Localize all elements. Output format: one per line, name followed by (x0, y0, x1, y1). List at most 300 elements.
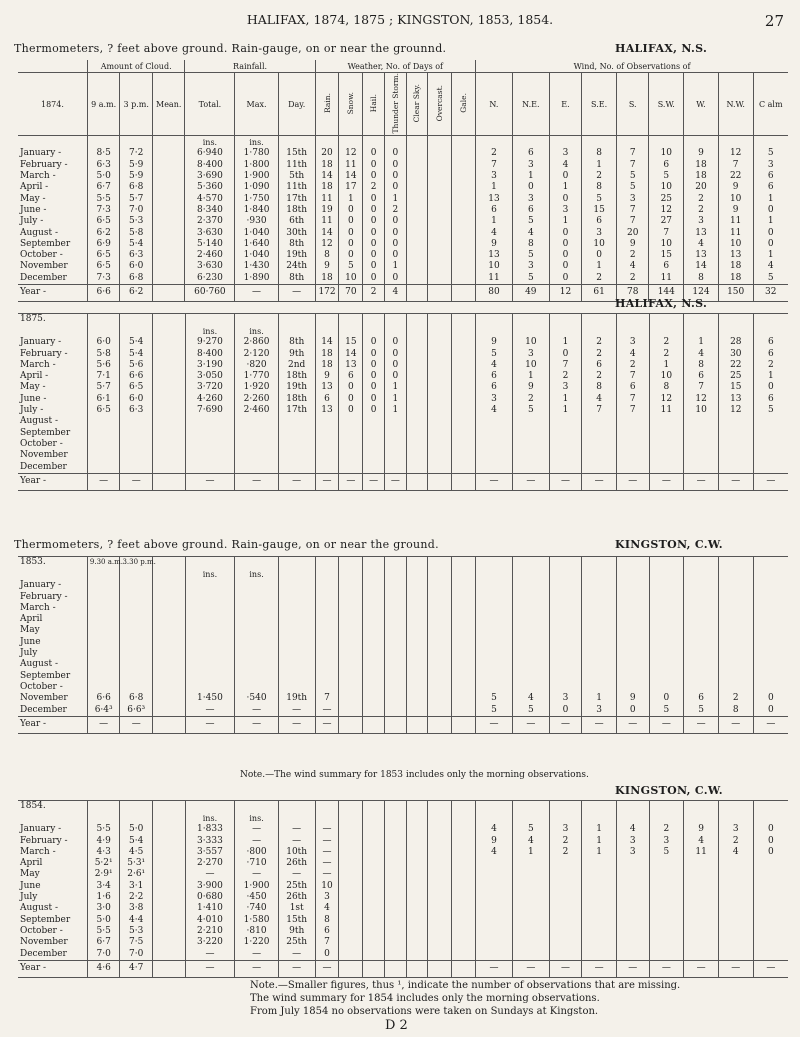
data-cell: 1·640 (235, 239, 278, 250)
data-cell (549, 858, 582, 869)
year-cell (428, 960, 452, 977)
data-cell (428, 450, 452, 461)
year-cell: — (315, 716, 339, 733)
data-cell: 4 (512, 228, 549, 239)
data-cell: 8 (315, 250, 339, 261)
data-cell: 12 (315, 239, 339, 250)
data-cell: 6 (582, 360, 617, 371)
unit-cell (617, 568, 650, 580)
month-label: October - (20, 250, 63, 261)
data-cell (582, 926, 617, 937)
data-cell: 1 (582, 261, 617, 272)
data-cell (235, 592, 278, 603)
data-cell: 4 (684, 836, 719, 847)
data-cell: 3·630 (185, 228, 235, 239)
data-cell: 6·940 (185, 148, 235, 159)
data-cell: 5·4 (120, 836, 153, 847)
year-cell: 172 (315, 285, 339, 302)
data-cell (617, 892, 650, 903)
data-cell: 14 (315, 171, 339, 182)
year-cell: 32 (753, 285, 788, 302)
table-row (18, 182, 788, 193)
data-cell: 0 (363, 160, 385, 171)
data-cell (152, 824, 185, 835)
data-cell: 15th (278, 915, 315, 926)
data-cell: 25 (718, 371, 753, 382)
data-cell: 6 (339, 371, 363, 382)
month-label: July - (20, 216, 44, 227)
data-cell: 1 (549, 337, 582, 348)
data-cell (406, 360, 428, 371)
data-cell: 0 (363, 371, 385, 382)
data-cell: 0 (753, 705, 788, 717)
data-cell (617, 614, 650, 625)
data-cell (384, 671, 406, 682)
year-cell (428, 473, 452, 490)
data-cell (476, 450, 513, 461)
unit-cell (753, 136, 788, 149)
month-label: March - (20, 171, 56, 182)
data-cell (684, 926, 719, 937)
data-cell (120, 450, 153, 461)
data-cell (512, 648, 549, 659)
data-cell (406, 428, 428, 439)
data-cell (152, 659, 185, 670)
table-row (18, 273, 788, 285)
data-cell (684, 580, 719, 591)
data-cell: 5 (512, 705, 549, 717)
data-cell (753, 659, 788, 670)
year-cell: 12 (549, 285, 582, 302)
month-label: November (20, 693, 68, 704)
data-cell: 0 (753, 239, 788, 250)
data-cell: 1·430 (235, 261, 278, 272)
data-cell: 2 (616, 273, 649, 285)
year-cell: — (512, 960, 549, 977)
data-cell: 6·2 (87, 228, 120, 239)
data-cell (339, 881, 363, 892)
data-cell (684, 682, 719, 693)
data-cell: 13 (718, 394, 753, 405)
data-cell: 2·9¹ (87, 869, 120, 880)
data-cell (235, 637, 278, 648)
data-cell (512, 614, 549, 625)
data-cell (152, 182, 185, 193)
data-cell: 0 (549, 705, 582, 717)
year-cell: — (582, 960, 617, 977)
data-cell (339, 580, 363, 591)
data-cell (549, 637, 582, 648)
data-cell: 10 (718, 239, 753, 250)
year-cell: — (476, 473, 513, 490)
data-cell (428, 949, 452, 961)
data-cell (549, 659, 582, 670)
data-cell: 2·270 (185, 858, 235, 869)
data-cell (406, 603, 428, 614)
year-cell (384, 716, 406, 733)
data-cell: 0 (339, 228, 363, 239)
data-cell: 7 (616, 160, 649, 171)
year-cell: 6·2 (120, 285, 153, 302)
data-cell: 7 (616, 148, 649, 159)
data-cell (278, 603, 315, 614)
data-cell (406, 250, 428, 261)
table-row (18, 603, 788, 614)
data-cell (406, 625, 428, 636)
data-cell (428, 671, 452, 682)
data-cell (152, 869, 185, 880)
data-cell (476, 439, 513, 450)
data-cell (120, 682, 153, 693)
data-cell (512, 592, 549, 603)
data-cell (152, 682, 185, 693)
data-cell (339, 693, 363, 704)
data-cell (152, 858, 185, 869)
data-cell: 0 (549, 194, 582, 205)
data-cell: 6·0 (120, 261, 153, 272)
data-cell: 6 (476, 371, 513, 382)
month-label: January - (20, 148, 62, 159)
data-cell: 3·557 (185, 847, 235, 858)
unit-cell (512, 136, 549, 149)
col-w: W. (684, 73, 719, 136)
data-cell: 5 (582, 194, 617, 205)
data-cell: 1 (476, 182, 513, 193)
table-row (18, 360, 788, 371)
data-cell (406, 592, 428, 603)
month-label: February - (20, 835, 68, 846)
data-cell (152, 171, 185, 182)
data-cell: 0 (339, 405, 363, 416)
data-cell (649, 892, 684, 903)
data-cell: 22 (718, 360, 753, 371)
month-label: May - (20, 382, 46, 393)
month-label: February - (20, 591, 68, 602)
table-1853 (18, 556, 788, 734)
data-cell: 4 (617, 349, 650, 360)
data-cell (363, 462, 385, 474)
data-cell: 1 (384, 405, 406, 416)
col-n: N. (476, 73, 513, 136)
unit-cell (684, 325, 719, 337)
data-cell: 5·4 (120, 239, 153, 250)
col-day: Day. (278, 73, 315, 136)
unit-cell (339, 568, 363, 580)
data-cell (428, 915, 452, 926)
data-cell (278, 416, 315, 427)
data-cell (406, 182, 428, 193)
year-cell (452, 473, 476, 490)
data-cell: 2nd (278, 360, 315, 371)
data-cell (406, 648, 428, 659)
data-cell (452, 261, 476, 272)
data-cell: — (278, 869, 315, 880)
data-cell (152, 148, 185, 159)
table-row (18, 462, 788, 474)
data-cell: 6 (684, 693, 719, 704)
data-cell (428, 462, 452, 474)
col-total: Total. (185, 73, 235, 136)
data-cell (363, 625, 385, 636)
data-cell (753, 903, 788, 914)
data-cell (582, 462, 617, 474)
data-cell: 13 (315, 382, 339, 393)
data-cell (87, 592, 120, 603)
footer-note-2: The wind summary for 1854 includes only the morning observations. (250, 993, 600, 1004)
data-cell (339, 858, 363, 869)
data-cell (428, 926, 452, 937)
unit-cell (363, 136, 385, 149)
data-cell (512, 625, 549, 636)
data-cell: 10 (684, 405, 719, 416)
data-cell: 15 (718, 382, 753, 393)
unit-cell (363, 568, 385, 580)
data-cell: 3 (582, 228, 617, 239)
data-cell (718, 926, 753, 937)
data-cell: 5·6 (120, 360, 153, 371)
unit-cell (452, 325, 476, 337)
data-cell (452, 869, 476, 880)
data-cell: 3 (582, 705, 617, 717)
year-cell (428, 285, 452, 302)
data-cell: 7 (684, 382, 719, 393)
month-label: March - (20, 602, 56, 613)
data-cell: 0 (384, 216, 406, 227)
data-cell: 6 (649, 261, 684, 272)
data-cell (428, 416, 452, 427)
year-total-row (18, 473, 788, 490)
data-cell: 1·770 (235, 371, 278, 382)
data-cell (152, 273, 185, 285)
data-cell (476, 648, 513, 659)
data-cell (476, 682, 513, 693)
data-cell (363, 705, 385, 717)
data-cell: 8·400 (185, 160, 235, 171)
col-thunder: Thunder Storm. (390, 73, 400, 134)
data-cell (363, 926, 385, 937)
year-cell: 80 (476, 285, 513, 302)
data-cell: 2·260 (235, 394, 278, 405)
unit-cell (718, 568, 753, 580)
data-cell (617, 949, 650, 961)
table-row (18, 915, 788, 926)
data-cell: 8 (512, 239, 549, 250)
data-cell (617, 915, 650, 926)
data-cell (235, 450, 278, 461)
unit-cell (753, 812, 788, 824)
data-cell: 6 (476, 382, 513, 393)
data-cell: 2·370 (185, 216, 235, 227)
data-cell (363, 592, 385, 603)
table-row (18, 394, 788, 405)
data-cell (339, 603, 363, 614)
data-cell: 7 (718, 160, 753, 171)
data-cell: 0 (384, 360, 406, 371)
data-cell (152, 836, 185, 847)
month-label: May - (20, 193, 46, 204)
data-cell: 18 (718, 261, 753, 272)
col-gale: Gale. (459, 93, 469, 114)
unit-cell (476, 325, 513, 337)
year-total-row (18, 716, 788, 733)
data-cell (684, 439, 719, 450)
data-cell (649, 858, 684, 869)
data-cell (315, 603, 339, 614)
data-cell: 27 (649, 216, 684, 227)
data-cell (152, 239, 185, 250)
data-cell (684, 881, 719, 892)
data-cell (406, 416, 428, 427)
table-row (18, 881, 788, 892)
data-cell (649, 614, 684, 625)
data-cell (512, 428, 549, 439)
data-cell (582, 949, 617, 961)
data-cell (428, 648, 452, 659)
data-cell (152, 394, 185, 405)
data-cell (315, 637, 339, 648)
data-cell: 0 (384, 371, 406, 382)
data-cell (582, 416, 617, 427)
data-cell: 1·780 (235, 148, 278, 159)
unit-cell (512, 568, 549, 580)
month-label: August - (20, 416, 58, 427)
data-cell: 5·8 (120, 228, 153, 239)
data-cell (384, 926, 406, 937)
data-cell (406, 439, 428, 450)
data-cell: 8 (315, 915, 339, 926)
data-cell (617, 439, 650, 450)
table-row (18, 216, 788, 227)
data-cell: 7·2 (120, 148, 153, 159)
data-cell (315, 659, 339, 670)
data-cell (339, 637, 363, 648)
data-cell (476, 416, 513, 427)
data-cell: 7·0 (120, 949, 153, 961)
data-cell (384, 858, 406, 869)
data-cell: 4·5 (120, 847, 153, 858)
data-cell (684, 462, 719, 474)
data-cell (363, 416, 385, 427)
data-cell: 3 (616, 194, 649, 205)
data-cell: 5·5 (87, 194, 120, 205)
col-sw: S.W. (649, 73, 684, 136)
data-cell: 12 (718, 148, 753, 159)
data-cell: 2·2 (120, 892, 153, 903)
data-cell (278, 625, 315, 636)
data-cell (152, 903, 185, 914)
data-cell: 4 (684, 239, 719, 250)
year-cell (339, 716, 363, 733)
data-cell: 7·3 (87, 205, 120, 216)
data-cell (235, 671, 278, 682)
units-row (18, 136, 788, 149)
data-cell: 4 (476, 824, 513, 835)
data-cell: 6·7 (87, 937, 120, 948)
data-cell (185, 682, 235, 693)
data-cell: 11 (684, 847, 719, 858)
data-cell (315, 592, 339, 603)
data-cell (185, 580, 235, 591)
data-cell (718, 869, 753, 880)
data-cell (452, 171, 476, 182)
data-cell: 26th (278, 858, 315, 869)
data-cell (406, 614, 428, 625)
data-cell: 6 (512, 148, 549, 159)
data-cell (315, 439, 339, 450)
table-row (18, 160, 788, 171)
data-cell: 5·3¹ (120, 858, 153, 869)
data-cell (185, 428, 235, 439)
data-cell (363, 836, 385, 847)
year-cell: — (753, 473, 788, 490)
unit-cell (452, 568, 476, 580)
data-cell (315, 625, 339, 636)
data-cell: 1·900 (235, 881, 278, 892)
data-cell (753, 637, 788, 648)
data-cell: 4·9 (87, 836, 120, 847)
data-cell (428, 194, 452, 205)
data-cell (476, 462, 513, 474)
data-cell (120, 625, 153, 636)
data-cell (278, 671, 315, 682)
data-cell: 1 (582, 847, 617, 858)
data-cell: 5 (649, 847, 684, 858)
data-cell (753, 926, 788, 937)
data-cell (476, 428, 513, 439)
data-cell (428, 903, 452, 914)
data-cell (315, 428, 339, 439)
data-cell: 7 (617, 394, 650, 405)
data-cell (428, 382, 452, 393)
data-cell: 18 (315, 273, 339, 285)
data-cell (406, 216, 428, 227)
data-cell: 6·6³ (120, 705, 153, 717)
data-cell: 0 (315, 949, 339, 961)
data-cell (87, 580, 120, 591)
data-cell: 1·6 (87, 892, 120, 903)
year-cell: 144 (649, 285, 684, 302)
data-cell (384, 580, 406, 591)
data-cell: 5·0 (87, 915, 120, 926)
table-row (18, 648, 788, 659)
data-cell (87, 648, 120, 659)
data-cell (384, 915, 406, 926)
data-cell (476, 659, 513, 670)
unit-total: ins. (185, 136, 235, 149)
data-cell: 5 (476, 349, 513, 360)
data-cell (120, 462, 153, 474)
data-cell (278, 428, 315, 439)
data-cell (339, 614, 363, 625)
data-cell: 9 (315, 371, 339, 382)
data-cell: 4·3 (87, 847, 120, 858)
data-cell: 0 (363, 250, 385, 261)
data-cell (452, 847, 476, 858)
col-snow: Snow. (346, 92, 356, 115)
data-cell (406, 903, 428, 914)
data-cell (549, 428, 582, 439)
data-cell (428, 892, 452, 903)
unit-cell (549, 568, 582, 580)
data-cell (87, 428, 120, 439)
data-cell (428, 273, 452, 285)
units-row (18, 568, 788, 580)
data-cell: 1 (582, 693, 617, 704)
data-cell: 8 (684, 273, 719, 285)
data-cell: 4 (718, 847, 753, 858)
data-cell (753, 580, 788, 591)
year-cell: — (684, 716, 719, 733)
